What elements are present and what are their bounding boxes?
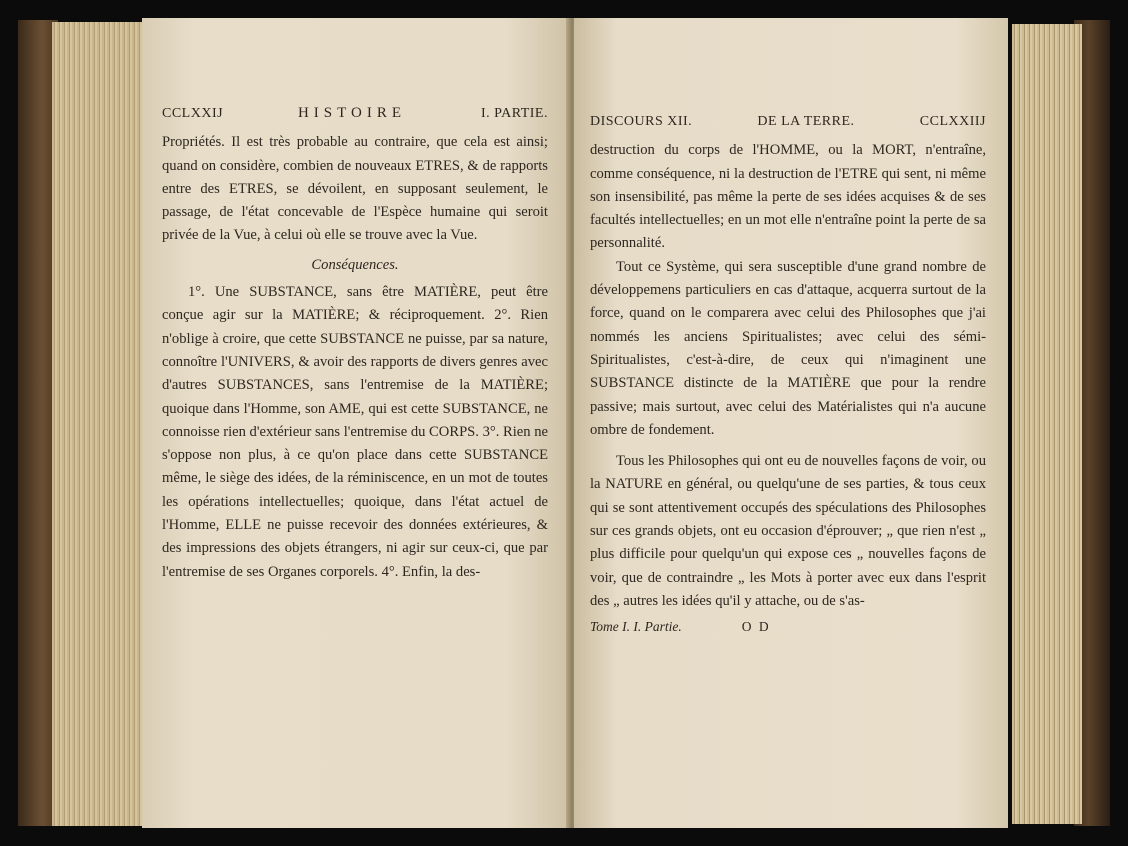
right-running-head bbox=[590, 110, 986, 133]
right-folio: CCLXXIIJ bbox=[919, 114, 986, 129]
volume-line: Tome I. I. Partie. bbox=[590, 619, 682, 635]
right-paragraph-2: Tout ce Système, qui sera susceptible d'une grand nombre de développemens particuliers en cas d'attaque, acquerra surtout de la force, quand on le comparera avec celui des Philosophes que j'ai nommés les anciens Spiritualistes; avec celui des sémi-Spiritualistes, c'est-à-dire, de ceux qui n'imaginent une SUBSTANCE distincte de la MATIÈRE que pour la rendre passive; mais surtout, avec celui des Matérialistes qui n'a aucune ombre de fondement. bbox=[590, 258, 986, 438]
page-edges-left bbox=[52, 22, 152, 826]
right-running-section: DISCOURS XII. bbox=[590, 114, 693, 129]
section-heading: Conséquences. bbox=[311, 256, 399, 273]
left-page bbox=[142, 18, 570, 828]
right-page-text bbox=[590, 110, 986, 639]
left-running-title: HISTOIRE bbox=[297, 105, 407, 121]
page-edges-right bbox=[1012, 24, 1082, 824]
signature-mark: O D bbox=[741, 619, 771, 635]
right-running-title: DE LA TERRE. bbox=[757, 114, 855, 129]
right-paragraph-3: Tous les Philosophes qui ont eu de nouvelles façons de voir, ou la NATURE en général, ou quelqu'une de ses parties, & tous ceux qui se sont attentivement occupés des spéculations des Philosophes sur ces grands objets, ont eu occasion d'éprouver; „ que rien n'est „ plus difficile pour quelqu'un qui expose ces „ nouvelles façons de voir, que de contraindre „ les Mots à porter avec eux dans l'esprit des „ autres les idées qu'il y attache, ou de s'as- bbox=[590, 453, 986, 609]
left-folio: CCLXXIJ bbox=[162, 106, 224, 121]
left-page-text bbox=[162, 102, 548, 584]
left-running-head bbox=[162, 102, 548, 125]
left-paragraph-1: Propriétés. Il est très probable au contraire, que cela est ainsi; quand on considère, combien de nouveaux ETRES, & de rapports entre des ETRES, se dévoilent, en supposant seulement, le passage, de l'état concevable de l'Espèce humaine qui seroit privée de la Vue, à celui où elle se trouve avec la Vue. bbox=[162, 134, 548, 244]
open-book bbox=[18, 14, 1110, 832]
left-running-part: I. PARTIE. bbox=[480, 106, 548, 121]
right-page bbox=[574, 18, 1008, 828]
left-paragraph-2: 1°. Une SUBSTANCE, sans être MATIÈRE, peut être conçue agir sur la MATIÈRE; & réciproquement. 2°. Rien n'oblige à croire, que cette SUBSTANCE ne puisse, par sa nature, connoître l'UNIVERS, & avoir des rapports de divers genres avec d'autres SUBSTANCES, sans l'entremise de la MATIÈRE; quoique dans l'Homme, son AME, qui est cette SUBSTANCE, ne connoisse rien d'extérieur sans l'entremise du CORPS. 3°. Rien ne s'oppose non plus, à ce qu'on place dans cette SUBSTANCE même, le siège des idées, de la réminiscence, en un mot de toutes les opérations intellectuelles; quoique, dans l'état actuel de l'Homme, ELLE ne puisse recevoir des données extérieures, & des impressions des objets étrangers, ni agir sur ceux-ci, que par l'entremise de ses Organes corporels. 4°. Enfin, la des- bbox=[162, 284, 549, 580]
right-paragraph-1: destruction du corps de l'HOMME, ou la MORT, n'entraîne, comme conséquence, ni la destruction de l'ETRE qui sent, ni même son insensibilité, pas même la perte de ses idées acquises & de ses facultés intellectuelles; en un mot elle n'entraîne point la perte de sa personnalité. bbox=[590, 142, 986, 252]
page-footer bbox=[590, 615, 986, 638]
